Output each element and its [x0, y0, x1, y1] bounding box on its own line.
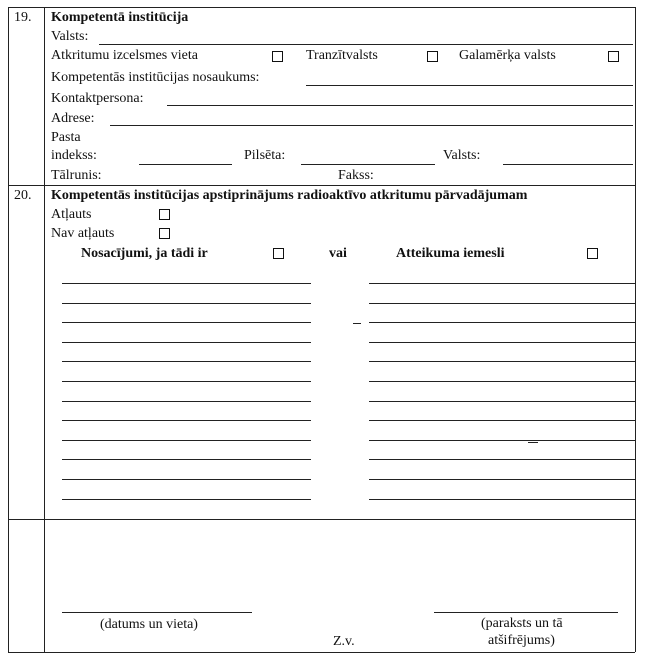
- ruled-line[interactable]: [369, 283, 635, 284]
- city-label: Pilsēta:: [244, 148, 286, 163]
- transit-label: Tranzītvalsts: [306, 48, 378, 63]
- country-label: Valsts:: [51, 29, 89, 44]
- city-field[interactable]: [301, 164, 435, 165]
- signature-line[interactable]: [434, 612, 618, 613]
- ruled-line[interactable]: [62, 322, 311, 323]
- ruled-line[interactable]: [369, 322, 635, 323]
- ruled-line[interactable]: [62, 401, 311, 402]
- ruled-line[interactable]: [62, 361, 311, 362]
- ruled-line[interactable]: [62, 459, 311, 460]
- contact-label: Kontaktpersona:: [51, 91, 144, 106]
- section-divider-19-20: [8, 185, 635, 186]
- ruled-line[interactable]: [369, 381, 635, 382]
- country2-label: Valsts:: [443, 148, 481, 163]
- section-divider-20-signature: [8, 519, 635, 520]
- signature-label-1: (paraksts un tā: [481, 616, 563, 631]
- number-column-divider: [44, 7, 45, 652]
- ruled-line[interactable]: [369, 303, 635, 304]
- ruled-line[interactable]: [62, 283, 311, 284]
- frame-bottom: [8, 652, 635, 653]
- ruled-line[interactable]: [369, 342, 635, 343]
- allowed-label: Atļauts: [51, 207, 92, 222]
- institution-name-field[interactable]: [306, 85, 633, 86]
- ruled-line[interactable]: [369, 479, 635, 480]
- address-label: Adrese:: [51, 111, 95, 126]
- ruled-line[interactable]: [62, 381, 311, 382]
- postal-field[interactable]: [139, 164, 232, 165]
- section-20-title: Kompetentās institūcijas apstiprinājums radioaktīvo atkritumu pārvadājumam: [51, 188, 528, 203]
- ruled-line[interactable]: [369, 499, 635, 500]
- signature-label-2: atšifrējums): [488, 633, 555, 648]
- ruled-line[interactable]: [62, 479, 311, 480]
- not-allowed-label: Nav atļauts: [51, 226, 115, 241]
- dispatch-label: Atkritumu izcelsmes vieta: [51, 48, 198, 63]
- institution-name-label: Kompetentās institūcijas nosaukums:: [51, 70, 260, 85]
- ruled-line[interactable]: [62, 440, 311, 441]
- allowed-checkbox[interactable]: [159, 209, 170, 220]
- ruled-line[interactable]: [62, 499, 311, 500]
- ruled-line[interactable]: [369, 420, 635, 421]
- destination-label: Galamērķa valsts: [459, 48, 556, 63]
- or-label: vai: [329, 246, 347, 261]
- ruled-line[interactable]: [369, 361, 635, 362]
- address-field[interactable]: [110, 125, 633, 126]
- stamp-label: Z.v.: [333, 634, 355, 649]
- ruled-line[interactable]: [62, 342, 311, 343]
- refusal-checkbox[interactable]: [587, 248, 598, 259]
- date-place-label: (datums un vieta): [100, 617, 198, 632]
- conditions-checkbox[interactable]: [273, 248, 284, 259]
- section-19-title: Kompetentā institūcija: [51, 10, 189, 25]
- ruled-line[interactable]: [62, 303, 311, 304]
- ruled-line[interactable]: [369, 401, 635, 402]
- not-allowed-checkbox[interactable]: [159, 228, 170, 239]
- scan-mark: [353, 323, 361, 324]
- fax-label: Fakss:: [338, 168, 374, 183]
- frame-top: [8, 7, 635, 8]
- destination-checkbox[interactable]: [608, 51, 619, 62]
- contact-field[interactable]: [167, 105, 633, 106]
- transit-checkbox[interactable]: [427, 51, 438, 62]
- dispatch-checkbox[interactable]: [272, 51, 283, 62]
- scan-mark: [528, 442, 538, 443]
- frame-left: [8, 7, 9, 652]
- postal-label-1: Pasta: [51, 130, 81, 145]
- frame-right: [635, 7, 636, 652]
- date-place-line[interactable]: [62, 612, 252, 613]
- section-19-number: 19.: [14, 10, 32, 25]
- country-field[interactable]: [99, 44, 633, 45]
- refusal-label: Atteikuma iemesli: [396, 246, 505, 261]
- postal-label-2: indekss:: [51, 148, 97, 163]
- section-20-number: 20.: [14, 188, 32, 203]
- ruled-line[interactable]: [62, 420, 311, 421]
- phone-label: Tālrunis:: [51, 168, 102, 183]
- ruled-line[interactable]: [369, 459, 635, 460]
- country2-field[interactable]: [503, 164, 633, 165]
- conditions-label: Nosacījumi, ja tādi ir: [81, 246, 208, 261]
- ruled-line[interactable]: [369, 440, 635, 441]
